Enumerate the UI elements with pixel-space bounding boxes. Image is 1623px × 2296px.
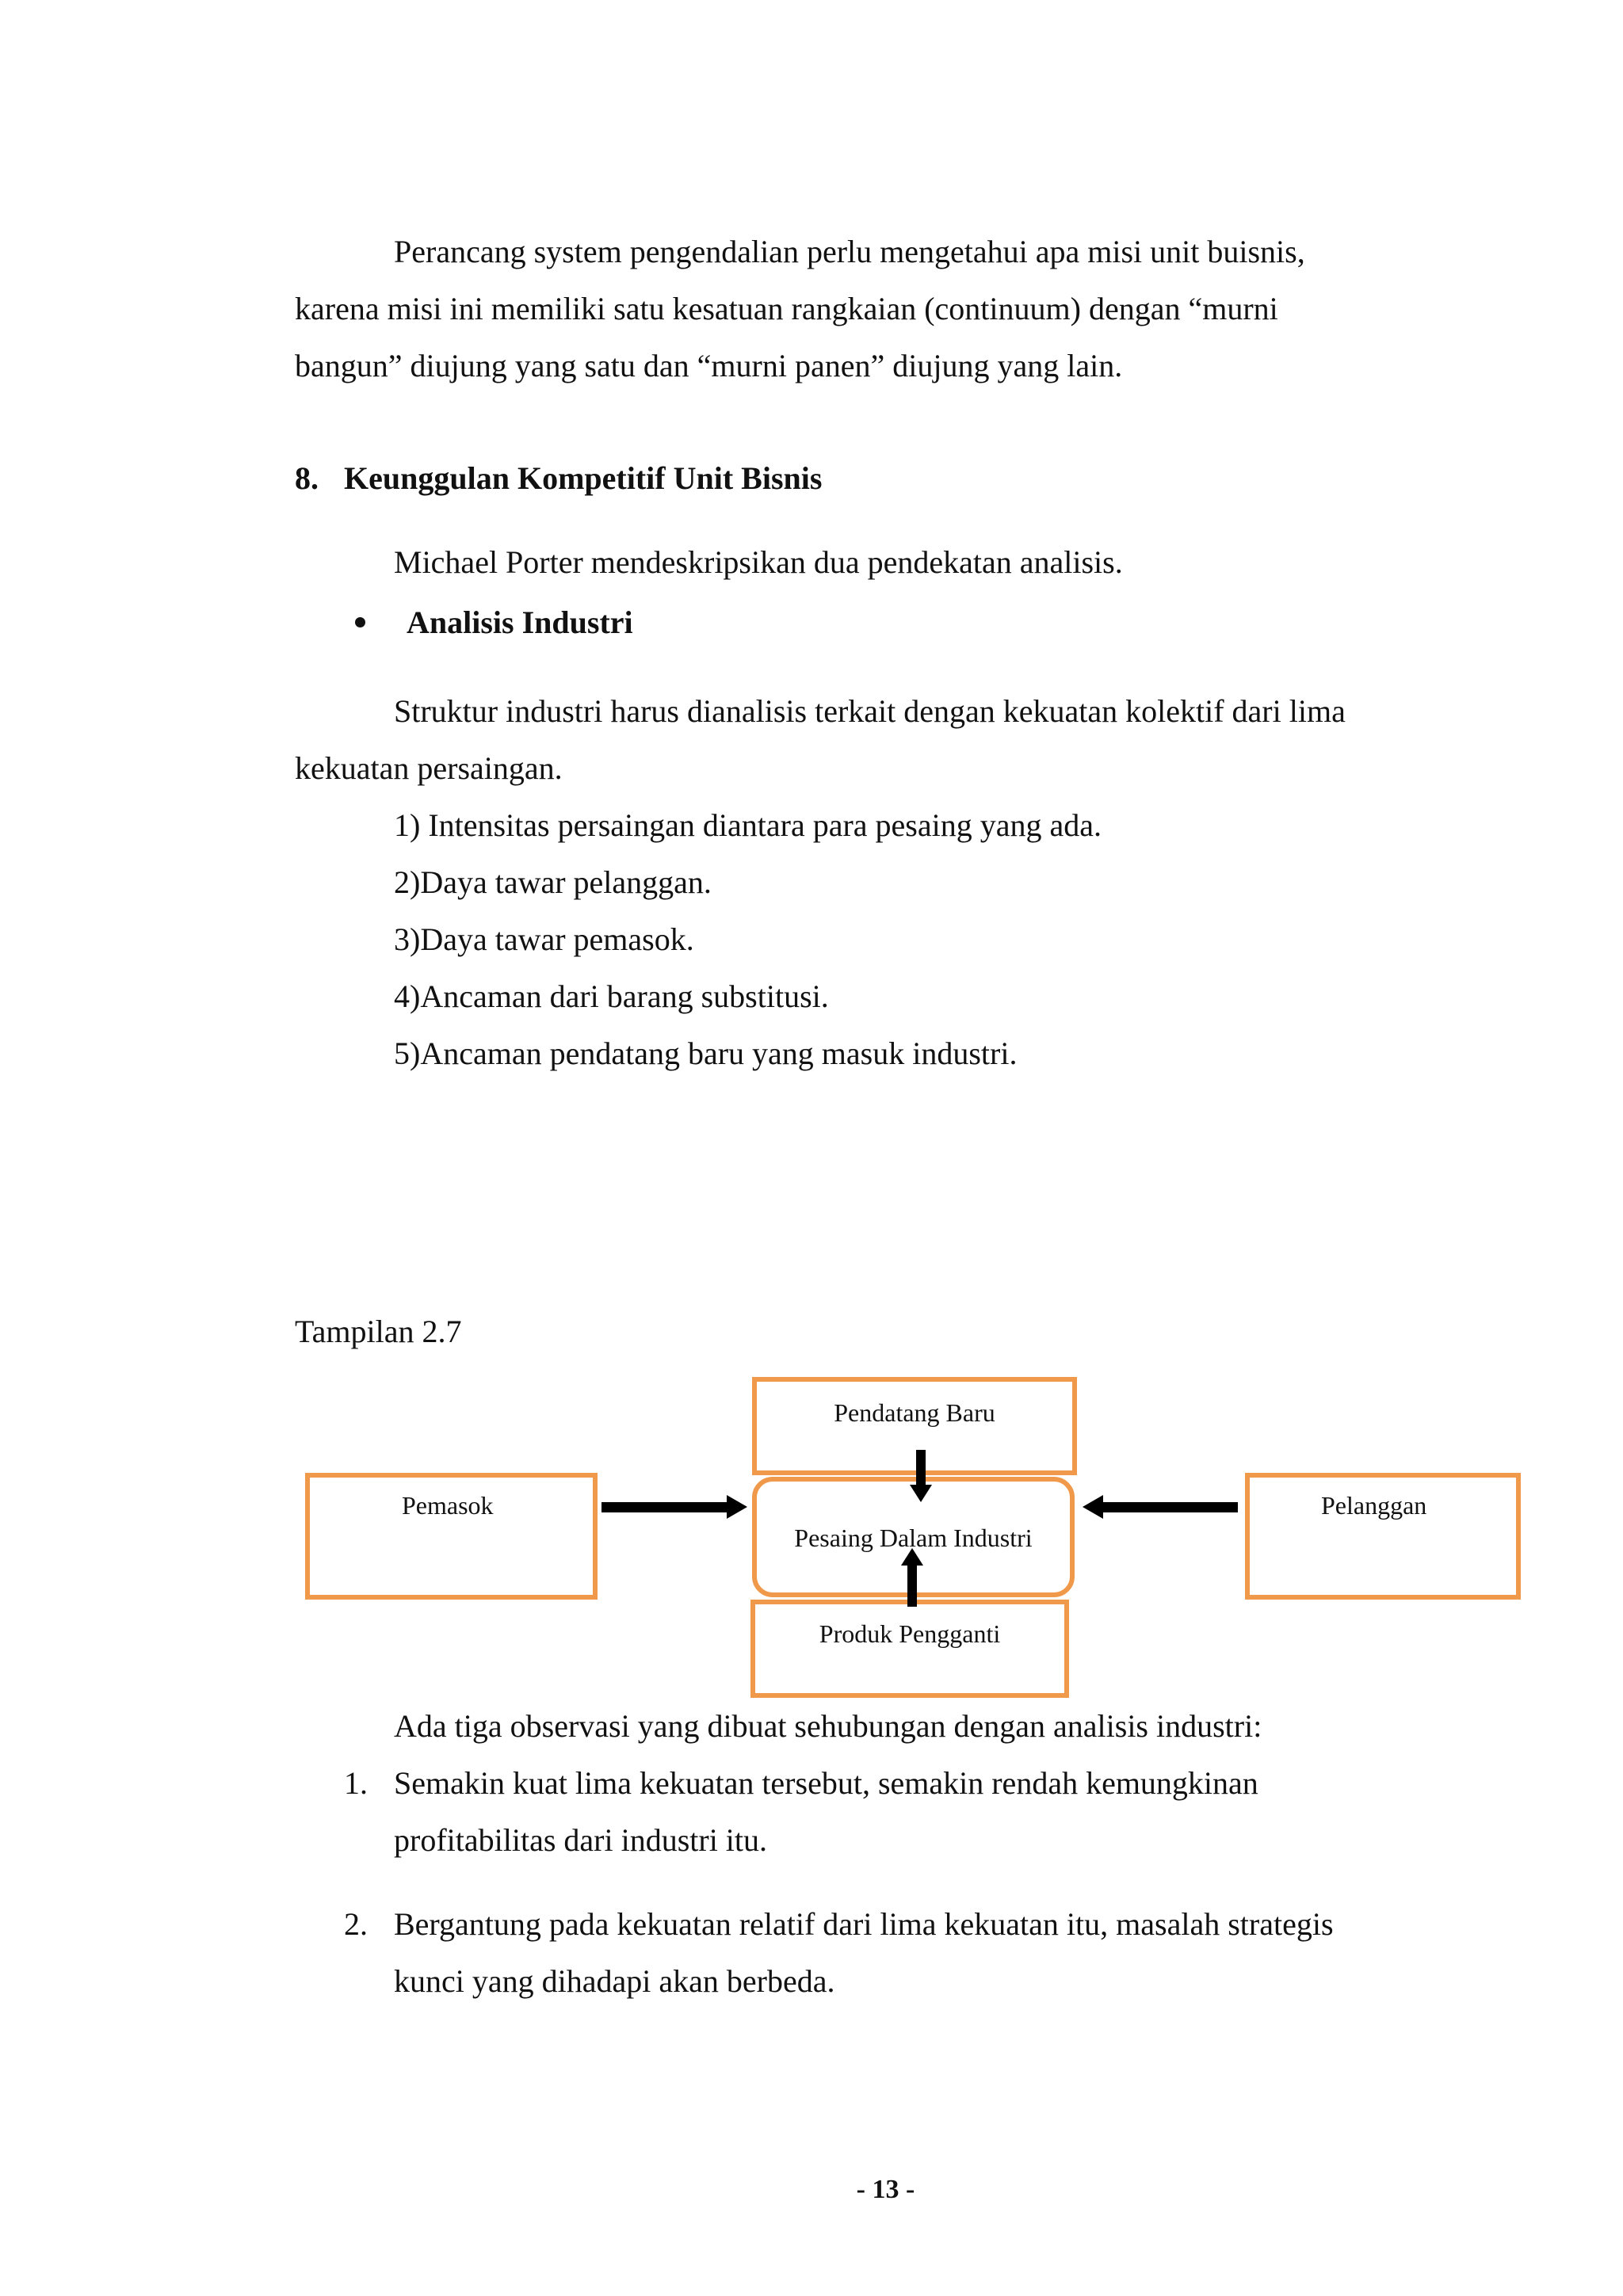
list-item-line: Bergantung pada kekuatan relatif dari lima kekuatan itu, masalah strategis bbox=[394, 1906, 1334, 1942]
suppliers-label: Pemasok bbox=[402, 1491, 494, 1520]
substitutes-label: Produk Pengganti bbox=[819, 1619, 1001, 1648]
list-item: 1) Intensitas persaingan diantara para pesaing yang ada. bbox=[394, 807, 1102, 843]
page-number: - 13 - bbox=[856, 2175, 915, 2204]
suppliers-box bbox=[305, 1473, 598, 1600]
new-entrants-box bbox=[752, 1377, 1077, 1475]
observations-intro: Ada tiga observasi yang dibuat sehubungan dengan analisis industri: bbox=[394, 1708, 1262, 1744]
paragraph-line: karena misi ini memiliki satu kesatuan rangkaian (continuum) dengan “murni bbox=[295, 291, 1278, 326]
customers-box bbox=[1245, 1473, 1521, 1600]
list-item: 2)Daya tawar pelanggan. bbox=[394, 864, 712, 900]
new-entrants-label: Pendatang Baru bbox=[834, 1398, 995, 1427]
section-number: 8. bbox=[295, 460, 319, 496]
list-item-line: Semakin kuat lima kekuatan tersebut, semakin rendah kemungkinan bbox=[394, 1765, 1258, 1801]
bullet-icon bbox=[355, 617, 365, 627]
section-title: Keunggulan Kompetitif Unit Bisnis bbox=[344, 460, 823, 496]
section-intro: Michael Porter mendeskripsikan dua pendekatan analisis. bbox=[394, 544, 1123, 580]
paragraph-line: Struktur industri harus dianalisis terkait dengan kekuatan kolektif dari lima bbox=[394, 693, 1346, 729]
paragraph-line: Perancang system pengendalian perlu mengetahui apa misi unit buisnis, bbox=[394, 234, 1305, 269]
paragraph-line: bangun” diujung yang satu dan “murni panen” diujung yang lain. bbox=[295, 348, 1123, 383]
bullet-heading: Analisis Industri bbox=[407, 605, 633, 640]
list-item: 3)Daya tawar pemasok. bbox=[394, 921, 694, 957]
list-item: 5)Ancaman pendatang baru yang masuk industri. bbox=[394, 1035, 1018, 1071]
customers-label: Pelanggan bbox=[1321, 1491, 1427, 1520]
list-item-line: kunci yang dihadapi akan berbeda. bbox=[394, 1963, 835, 1999]
list-item: 4)Ancaman dari barang substitusi. bbox=[394, 978, 829, 1014]
figure-caption: Tampilan 2.7 bbox=[295, 1314, 462, 1349]
list-item-number: 2. bbox=[344, 1906, 368, 1942]
list-item-number: 1. bbox=[344, 1765, 368, 1801]
paragraph-line: kekuatan persaingan. bbox=[295, 750, 563, 786]
rivalry-label: Pesaing Dalam Industri bbox=[794, 1524, 1033, 1552]
substitutes-box bbox=[750, 1600, 1069, 1698]
list-item-line: profitabilitas dari industri itu. bbox=[394, 1822, 768, 1858]
